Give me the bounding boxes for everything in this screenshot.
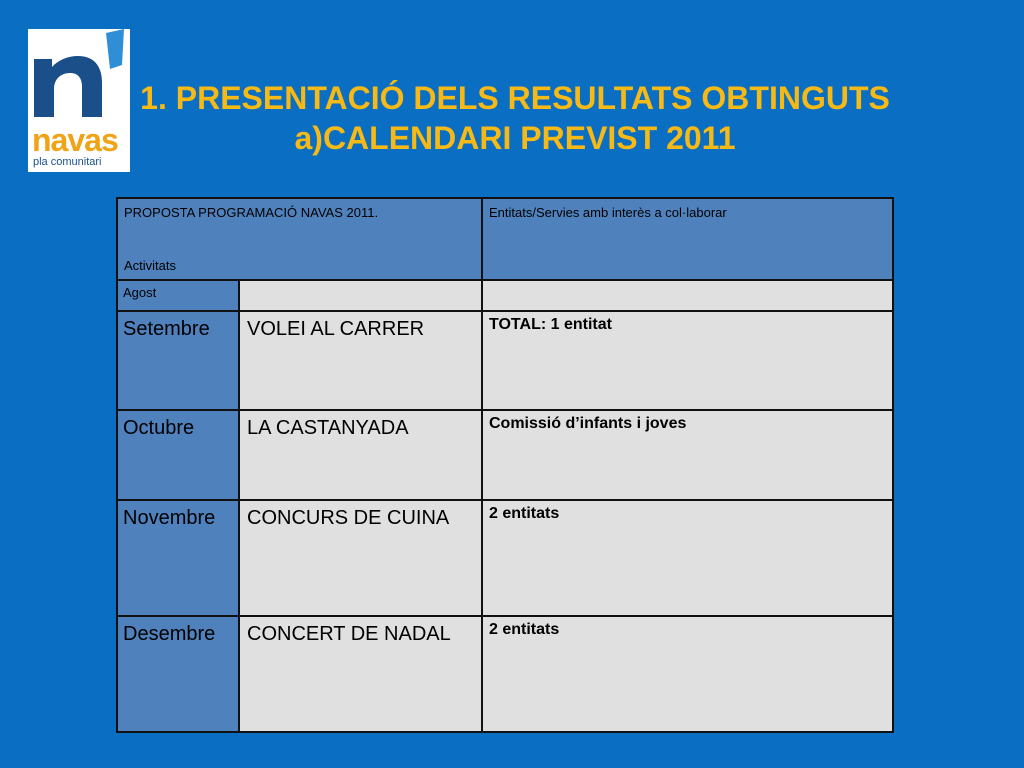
logo-word: navas: [32, 122, 118, 158]
table-row: [117, 280, 893, 311]
entities-cell: TOTAL: 1 entitat: [482, 311, 893, 410]
month-cell: Novembre: [117, 500, 239, 616]
activity-cell: CONCERT DE NADAL: [239, 616, 482, 732]
page-title: [140, 78, 890, 158]
header-entities-label: Entitats/Servies amb interès a col·laborar: [489, 205, 727, 220]
title-line-2: a)CALENDARI PREVIST 2011: [294, 120, 736, 156]
activity-cell: CONCURS DE CUINA: [239, 500, 482, 616]
month-cell: Desembre: [117, 616, 239, 732]
month-cell: Setembre: [117, 311, 239, 410]
entities-cell: Comissió d’infants i joves: [482, 410, 893, 500]
table-row: [117, 311, 893, 410]
calendar-table: [116, 197, 894, 733]
logo-n-mark-icon: [28, 29, 130, 129]
table-row: [117, 500, 893, 616]
activity-cell: [239, 280, 482, 311]
table-header-row: [117, 198, 893, 280]
activity-cell: VOLEI AL CARRER: [239, 311, 482, 410]
navas-logo: [28, 29, 130, 172]
header-cell-activities: [117, 198, 482, 280]
header-programming-label: PROPOSTA PROGRAMACIÓ NAVAS 2011.: [124, 205, 379, 220]
activity-cell: LA CASTANYADA: [239, 410, 482, 500]
header-cell-entities: [482, 198, 893, 280]
entities-cell: [482, 280, 893, 311]
entities-cell: 2 entitats: [482, 500, 893, 616]
table-row: [117, 616, 893, 732]
month-cell: Octubre: [117, 410, 239, 500]
entities-cell: 2 entitats: [482, 616, 893, 732]
header-activities-label: Activitats: [124, 258, 177, 273]
title-line-1: 1. PRESENTACIÓ DELS RESULTATS OBTINGUTS: [140, 80, 890, 116]
table-row: [117, 410, 893, 500]
month-cell: Agost: [117, 280, 239, 311]
logo-subtitle: pla comunitari: [33, 156, 102, 168]
